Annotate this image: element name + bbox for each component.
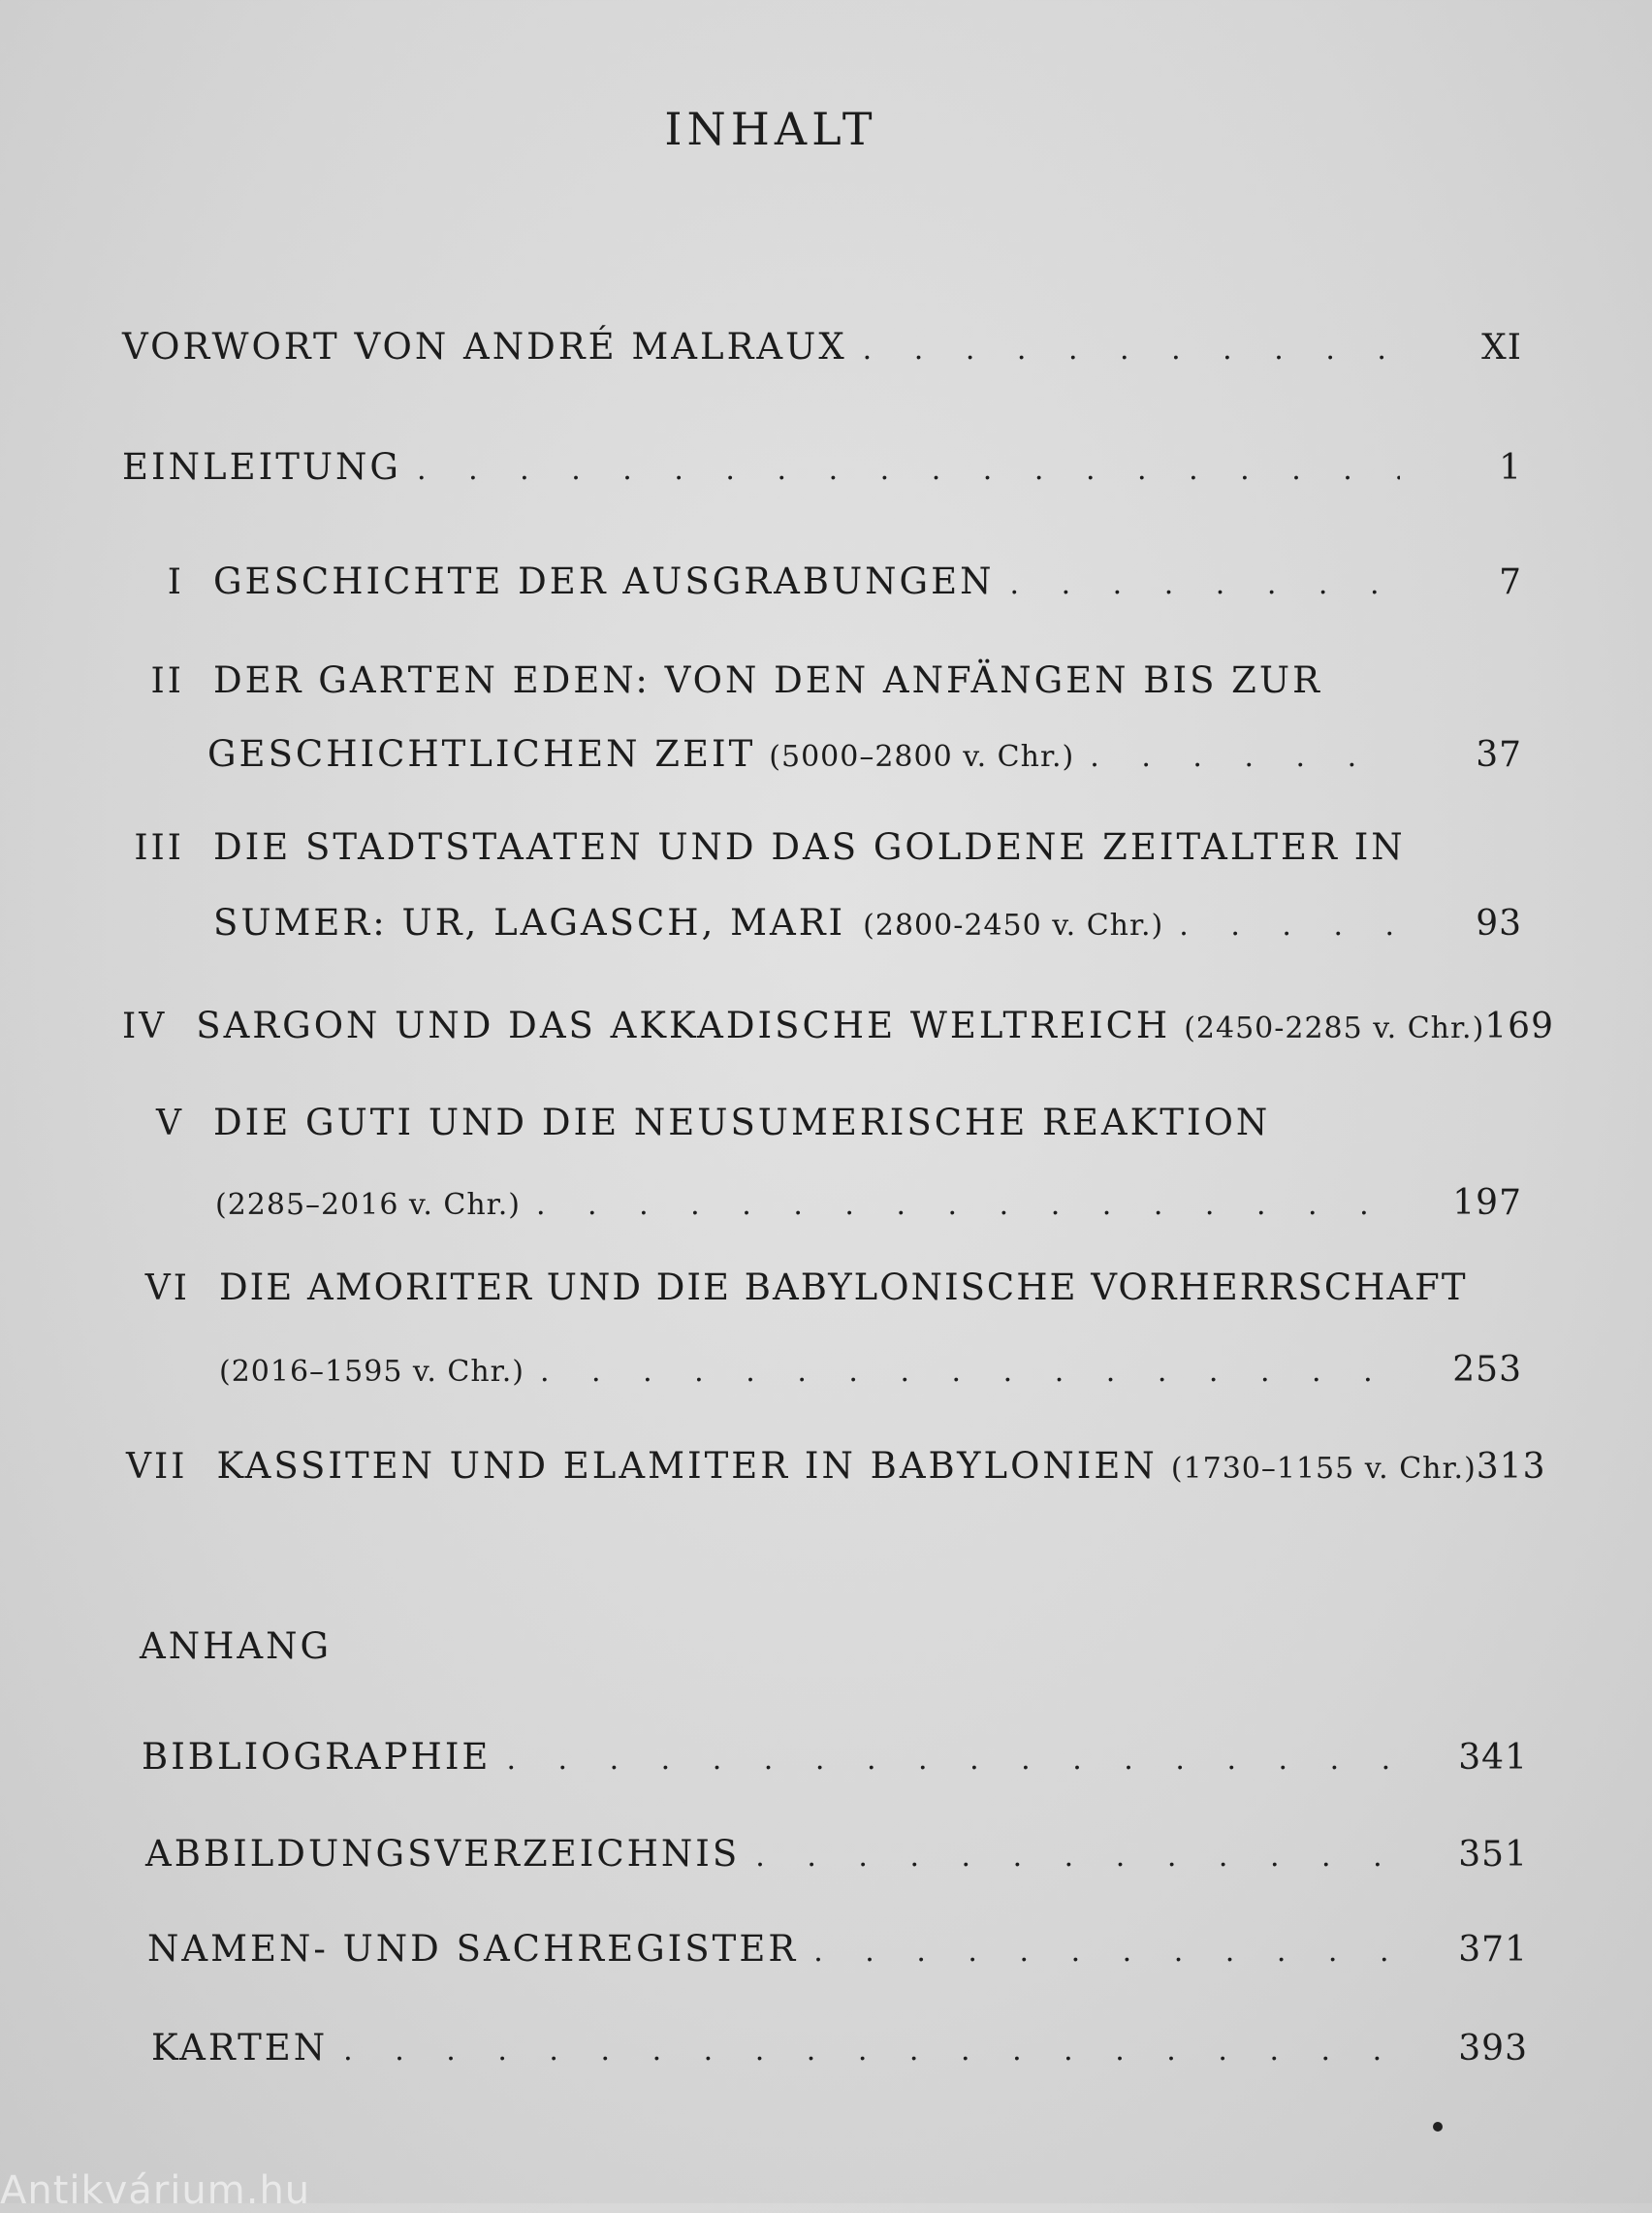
leader-dots — [506, 1743, 1425, 1777]
leader-dots — [536, 1188, 1400, 1222]
toc-chapter-6-line1 — [122, 1267, 1547, 1325]
toc-page-number: 351 — [1458, 1835, 1528, 1875]
leader-dots — [343, 2034, 1425, 2068]
toc-chapter-3-line1 — [122, 826, 1522, 884]
chapter-title: SARGON UND DAS AKKADISCHE WELTREICH — [196, 1005, 1171, 1046]
chapter-number: III — [134, 828, 184, 868]
chapter-number: VI — [144, 1268, 190, 1308]
chapter-number: II — [150, 661, 184, 701]
chapter-title: DIE STADTSTAATEN UND DAS GOLDENE ZEITALTER IN — [213, 826, 1406, 868]
toc-page-number: 169 — [1484, 1007, 1554, 1046]
toc-entry-label: EINLEITUNG — [122, 446, 401, 488]
toc-appendix-illustrations — [145, 1833, 1528, 1891]
toc-page-number: 313 — [1476, 1447, 1546, 1487]
toc-page-number: 371 — [1458, 1930, 1528, 1970]
toc-chapter-1 — [122, 561, 1522, 619]
toc-chapter-2-line2 — [207, 733, 1522, 791]
chapter-title: KASSITEN UND ELAMITER IN BABYLONIEN — [216, 1445, 1158, 1487]
chapter-dates: (2800-2450 v. Chr.) — [863, 909, 1164, 943]
leader-dots — [755, 1840, 1425, 1874]
toc-page-number: 341 — [1458, 1738, 1528, 1778]
toc-page-number: 197 — [1452, 1183, 1522, 1223]
leader-dots — [813, 1935, 1425, 1969]
chapter-title: DIE GUTI UND DIE NEUSUMERISCHE REAKTION — [213, 1102, 1271, 1143]
chapter-dates: (2016–1595 v. Chr.) — [219, 1355, 524, 1389]
toc-chapter-5-line1 — [122, 1102, 1522, 1160]
toc-chapter-4 — [122, 1005, 1554, 1063]
chapter-dates: (5000–2800 v. Chr.) — [769, 740, 1075, 774]
toc-page-number: 1 — [1499, 448, 1522, 488]
toc-appendix-bibliography — [142, 1736, 1528, 1794]
toc-entry-introduction — [122, 446, 1522, 504]
toc-entry-label: BIBLIOGRAPHIE — [142, 1736, 492, 1778]
chapter-title: DER GARTEN EDEN: VON DEN ANFÄNGEN BIS ZUR — [213, 659, 1322, 701]
chapter-dates: (1730–1155 v. Chr.) — [1170, 1452, 1477, 1486]
chapter-number: IV — [122, 1007, 168, 1046]
chapter-dates: (2450-2285 v. Chr.) — [1184, 1011, 1485, 1045]
chapter-title: DIE AMORITER UND DIE BABYLONISCHE VORHERRSCHAFT — [219, 1267, 1468, 1308]
chapter-number: I — [167, 562, 184, 602]
toc-entry-label: VORWORT VON ANDRÉ MALRAUX — [122, 326, 847, 368]
toc-page-number: 393 — [1458, 2029, 1528, 2069]
chapter-title-continued: GESCHICHTLICHEN ZEIT — [207, 733, 756, 775]
page-title: INHALT — [664, 103, 877, 155]
chapter-title: GESCHICHTE DER AUSGRABUNGEN — [213, 561, 995, 602]
toc-chapter-2-line1 — [122, 659, 1522, 718]
toc-entry-foreword — [122, 326, 1522, 384]
chapter-number: VII — [126, 1447, 188, 1487]
watermark: Antikvárium.hu — [0, 2168, 311, 2213]
toc-chapter-6-line2 — [219, 1350, 1522, 1408]
leader-dots — [863, 333, 1400, 367]
leader-dots — [1010, 567, 1401, 601]
toc-chapter-7 — [126, 1445, 1546, 1503]
leader-dots — [1090, 740, 1400, 774]
appendix-heading: ANHANG — [140, 1625, 333, 1667]
leader-dots — [1179, 909, 1400, 943]
toc-appendix-maps — [151, 2027, 1528, 2085]
chapter-title-continued: SUMER: UR, LAGASCH, MARI — [213, 902, 846, 944]
chapter-number: V — [156, 1104, 184, 1143]
toc-page-number: 7 — [1499, 562, 1522, 602]
toc-entry-label: KARTEN — [151, 2027, 329, 2069]
toc-chapter-5-line2 — [215, 1183, 1522, 1241]
toc-appendix-index — [147, 1928, 1528, 1986]
ink-speck — [1433, 2122, 1443, 2132]
leader-dots — [417, 453, 1400, 487]
toc-page-number: 37 — [1476, 735, 1522, 775]
toc-entry-label: NAMEN- UND SACHREGISTER — [147, 1928, 799, 1970]
toc-page-number: 253 — [1452, 1350, 1522, 1390]
chapter-dates: (2285–2016 v. Chr.) — [215, 1188, 521, 1222]
toc-page-number: 93 — [1476, 904, 1522, 944]
leader-dots — [540, 1355, 1400, 1389]
toc-page-number: XI — [1481, 328, 1522, 368]
toc-chapter-3-line2 — [213, 902, 1522, 960]
toc-entry-label: ABBILDUNGSVERZEICHNIS — [145, 1833, 741, 1875]
